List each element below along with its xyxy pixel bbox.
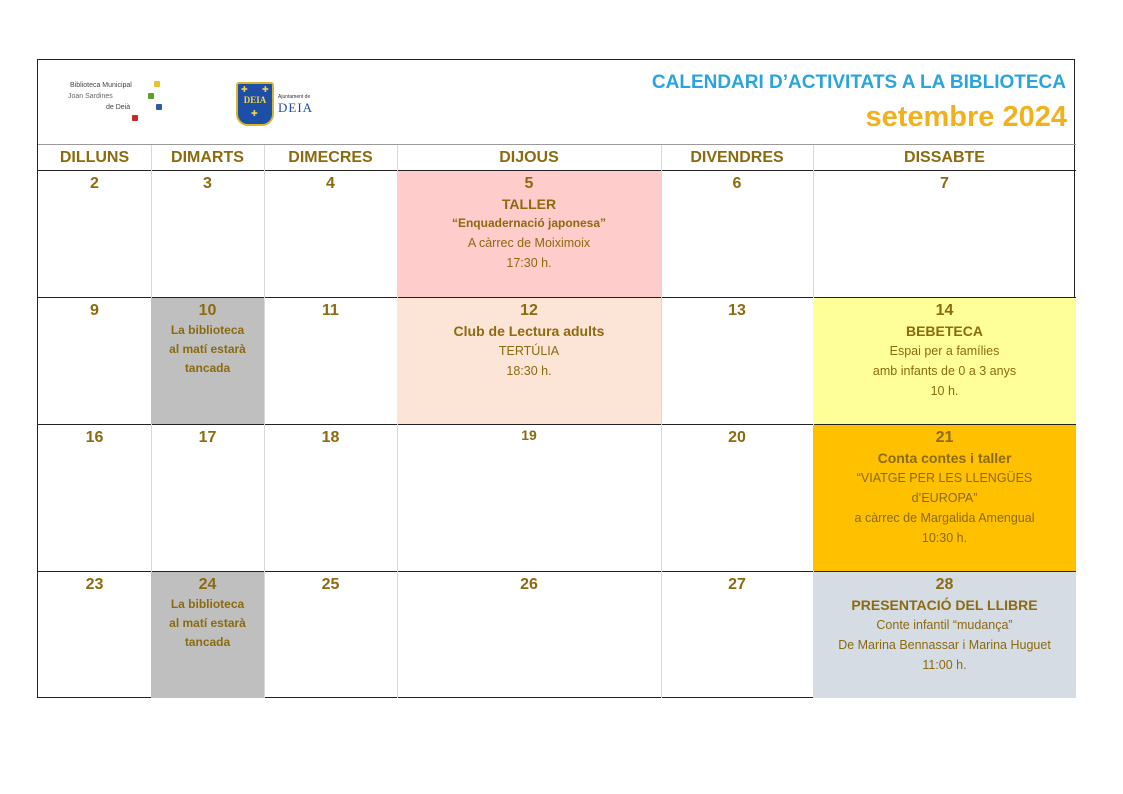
event-time: 10:30 h. <box>921 531 968 545</box>
town-logo-name: DEIA <box>278 100 314 115</box>
day-cell-event <box>813 425 1076 571</box>
calendar-title: CALENDARI D’ACTIVITATS A LA BIBLIOTECA <box>651 72 1066 93</box>
day-cell <box>151 171 264 297</box>
logo-dot-icon <box>156 104 162 110</box>
day-cell-event <box>397 298 661 424</box>
closure-note: tancada <box>184 635 231 649</box>
day-cell <box>661 171 813 297</box>
day-number: 27 <box>728 576 746 593</box>
event-title: PRESENTACIÓ DEL LLIBRE <box>851 597 1038 613</box>
day-number: 20 <box>728 429 746 446</box>
event-detail: a càrrec de Margalida Amengual <box>854 511 1035 525</box>
logo-dot-icon <box>148 93 154 99</box>
day-number: 24 <box>198 576 217 593</box>
day-cell <box>397 572 661 698</box>
event-title: Club de Lectura adults <box>453 323 605 339</box>
library-logo <box>70 80 162 128</box>
day-header-saturday: DISSABTE <box>904 149 985 166</box>
day-number: 4 <box>326 175 335 192</box>
day-cell-event <box>397 171 661 297</box>
event-title: BEBETECA <box>905 323 983 339</box>
shield-text: DEIA <box>243 95 267 105</box>
day-cell <box>661 425 813 571</box>
day-cell <box>38 298 151 424</box>
closure-note: La biblioteca <box>170 323 245 337</box>
town-council-logo <box>236 82 328 126</box>
day-cell <box>38 171 151 297</box>
day-cell <box>813 171 1076 297</box>
day-cell <box>264 171 397 297</box>
day-number: 3 <box>203 175 212 192</box>
library-logo-line3: de Deià <box>106 104 131 111</box>
closure-note: al matí estarà <box>169 342 246 356</box>
day-number: 26 <box>520 576 538 593</box>
library-logo-line2: Joan Sardines <box>68 93 113 100</box>
day-number: 2 <box>90 175 99 192</box>
day-number: 19 <box>521 427 537 443</box>
event-detail: “VIATGE PER LES LLENGÜES <box>856 471 1033 485</box>
logo-dot-icon <box>154 81 160 87</box>
library-logo-line1: Biblioteca Municipal <box>70 82 132 89</box>
day-number: 14 <box>935 302 954 319</box>
day-cell <box>151 425 264 571</box>
closure-note: al matí estarà <box>169 616 246 630</box>
day-number: 10 <box>198 302 217 319</box>
day-number: 11 <box>322 302 339 319</box>
event-detail: Conte infantil “mudança” <box>876 618 1013 632</box>
day-cell <box>661 572 813 698</box>
day-number: 5 <box>524 175 534 192</box>
day-cell <box>264 298 397 424</box>
event-detail: De Marina Bennassar i Marina Huguet <box>838 638 1051 652</box>
day-cell-closed <box>151 298 264 424</box>
day-cell <box>264 425 397 571</box>
day-number: 28 <box>935 576 954 593</box>
day-header-monday: DILLUNS <box>59 149 130 166</box>
calendar-month: setembre 2024 <box>865 101 1067 133</box>
day-number: 21 <box>935 429 954 446</box>
event-detail: Espai per a famílies <box>889 344 1000 358</box>
event-detail: amb infants de 0 a 3 anys <box>872 364 1017 378</box>
day-number: 7 <box>940 175 949 192</box>
day-number: 9 <box>90 302 99 319</box>
day-number: 13 <box>728 302 746 319</box>
closure-note: tancada <box>184 361 231 375</box>
day-header-wednesday: DIMECRES <box>288 149 373 166</box>
day-number: 6 <box>732 175 742 192</box>
event-detail: TERTÚLIA <box>498 344 560 358</box>
day-number: 12 <box>520 302 538 319</box>
event-subtitle: “Enquadernació japonesa” <box>451 216 607 230</box>
logo-dot-icon <box>132 115 138 121</box>
day-cell-closed <box>151 572 264 698</box>
event-detail: d’EUROPA” <box>911 491 978 505</box>
day-cell <box>264 572 397 698</box>
event-title: TALLER <box>501 196 557 212</box>
event-time: 11:00 h. <box>922 658 967 672</box>
day-cell <box>397 425 661 571</box>
day-number: 25 <box>321 576 340 593</box>
event-time: 10 h. <box>930 384 959 398</box>
logos-area <box>38 60 638 144</box>
event-title: Conta contes i taller <box>877 450 1012 466</box>
calendar-frame <box>37 59 1075 698</box>
day-cell <box>661 298 813 424</box>
event-time: 17:30 h. <box>506 256 552 270</box>
day-number: 23 <box>85 576 104 593</box>
event-time: 18:30 h. <box>506 364 552 378</box>
day-number: 17 <box>198 429 217 446</box>
event-detail: A càrrec de Moiximoix <box>467 236 591 250</box>
day-cell-event <box>813 572 1076 698</box>
day-cell-event <box>813 298 1076 424</box>
day-number: 18 <box>321 429 340 446</box>
day-number: 16 <box>85 429 104 446</box>
day-cell <box>38 572 151 698</box>
day-header-friday: DIVENDRES <box>690 149 784 166</box>
shield-icon: ✚ ✚ DEIA ✚ <box>236 82 274 126</box>
closure-note: La biblioteca <box>170 597 245 611</box>
day-header-thursday: DIJOUS <box>499 149 559 166</box>
day-cell <box>38 425 151 571</box>
day-header-tuesday: DIMARTS <box>171 149 244 166</box>
town-logo-caption: Ajuntament de <box>278 94 311 100</box>
